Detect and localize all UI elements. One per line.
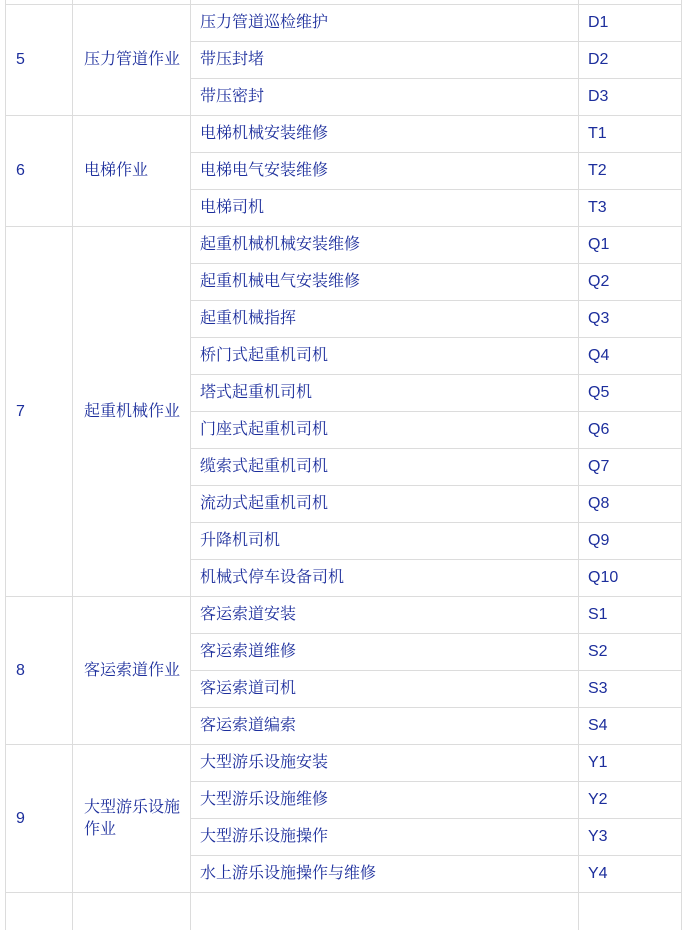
category-cell: 起重机械作业 <box>73 227 191 597</box>
item-name-cell: 大型游乐设施安装 <box>191 745 579 782</box>
item-name-cell: 压力管道巡检维护 <box>191 5 579 42</box>
item-name-cell: 起重机械机械安装维修 <box>191 227 579 264</box>
row-number-cell: 9 <box>6 745 73 893</box>
item-code-cell: Q6 <box>579 412 682 449</box>
item-name-cell: 机械式停车设备司机 <box>191 560 579 597</box>
item-name-cell: 门座式起重机司机 <box>191 412 579 449</box>
item-code-cell: Q5 <box>579 375 682 412</box>
row-number-cell: 5 <box>6 5 73 116</box>
category-cell: 压力管道作业 <box>73 5 191 116</box>
item-name-cell: 升降机司机 <box>191 523 579 560</box>
item-name-cell: 电梯电气安装维修 <box>191 153 579 190</box>
spacer-cell <box>579 893 682 930</box>
table-row <box>6 116 682 153</box>
table-row <box>6 597 682 634</box>
item-name-cell: 客运索道司机 <box>191 671 579 708</box>
item-name-cell: 带压封堵 <box>191 42 579 79</box>
item-code-cell: S1 <box>579 597 682 634</box>
item-code-cell: D3 <box>579 79 682 116</box>
item-code-cell: Y1 <box>579 745 682 782</box>
row-number-cell: 6 <box>6 116 73 227</box>
table-row <box>6 893 682 930</box>
spacer-cell <box>6 893 73 930</box>
item-code-cell: S4 <box>579 708 682 745</box>
item-code-cell: Y3 <box>579 819 682 856</box>
item-code-cell: Y4 <box>579 856 682 893</box>
category-cell: 客运索道作业 <box>73 597 191 745</box>
item-code-cell: Q2 <box>579 264 682 301</box>
item-name-cell: 客运索道安装 <box>191 597 579 634</box>
category-cell: 大型游乐设施作业 <box>73 745 191 893</box>
row-number-cell: 8 <box>6 597 73 745</box>
row-number-cell: 7 <box>6 227 73 597</box>
table-row <box>6 745 682 782</box>
certification-table <box>5 0 682 930</box>
item-name-cell: 大型游乐设施操作 <box>191 819 579 856</box>
item-name-cell: 客运索道编索 <box>191 708 579 745</box>
item-code-cell: Y2 <box>579 782 682 819</box>
item-name-cell: 起重机械电气安装维修 <box>191 264 579 301</box>
item-code-cell: D2 <box>579 42 682 79</box>
item-code-cell: Q10 <box>579 560 682 597</box>
item-name-cell: 水上游乐设施操作与维修 <box>191 856 579 893</box>
item-code-cell: Q9 <box>579 523 682 560</box>
item-name-cell: 电梯司机 <box>191 190 579 227</box>
item-code-cell: S3 <box>579 671 682 708</box>
item-code-cell: Q7 <box>579 449 682 486</box>
item-code-cell: T1 <box>579 116 682 153</box>
item-code-cell: Q3 <box>579 301 682 338</box>
category-cell: 电梯作业 <box>73 116 191 227</box>
item-name-cell: 带压密封 <box>191 79 579 116</box>
item-name-cell: 起重机械指挥 <box>191 301 579 338</box>
spacer-cell <box>191 893 579 930</box>
item-name-cell: 缆索式起重机司机 <box>191 449 579 486</box>
item-code-cell: Q1 <box>579 227 682 264</box>
item-code-cell: Q8 <box>579 486 682 523</box>
item-code-cell: T2 <box>579 153 682 190</box>
certification-table-body <box>6 0 682 930</box>
item-name-cell: 塔式起重机司机 <box>191 375 579 412</box>
table-row <box>6 5 682 42</box>
item-code-cell: D1 <box>579 5 682 42</box>
item-name-cell: 桥门式起重机司机 <box>191 338 579 375</box>
item-name-cell: 大型游乐设施维修 <box>191 782 579 819</box>
table-row <box>6 227 682 264</box>
item-name-cell: 电梯机械安装维修 <box>191 116 579 153</box>
item-name-cell: 流动式起重机司机 <box>191 486 579 523</box>
spacer-cell <box>73 893 191 930</box>
item-code-cell: Q4 <box>579 338 682 375</box>
item-code-cell: S2 <box>579 634 682 671</box>
item-code-cell: T3 <box>579 190 682 227</box>
item-name-cell: 客运索道维修 <box>191 634 579 671</box>
